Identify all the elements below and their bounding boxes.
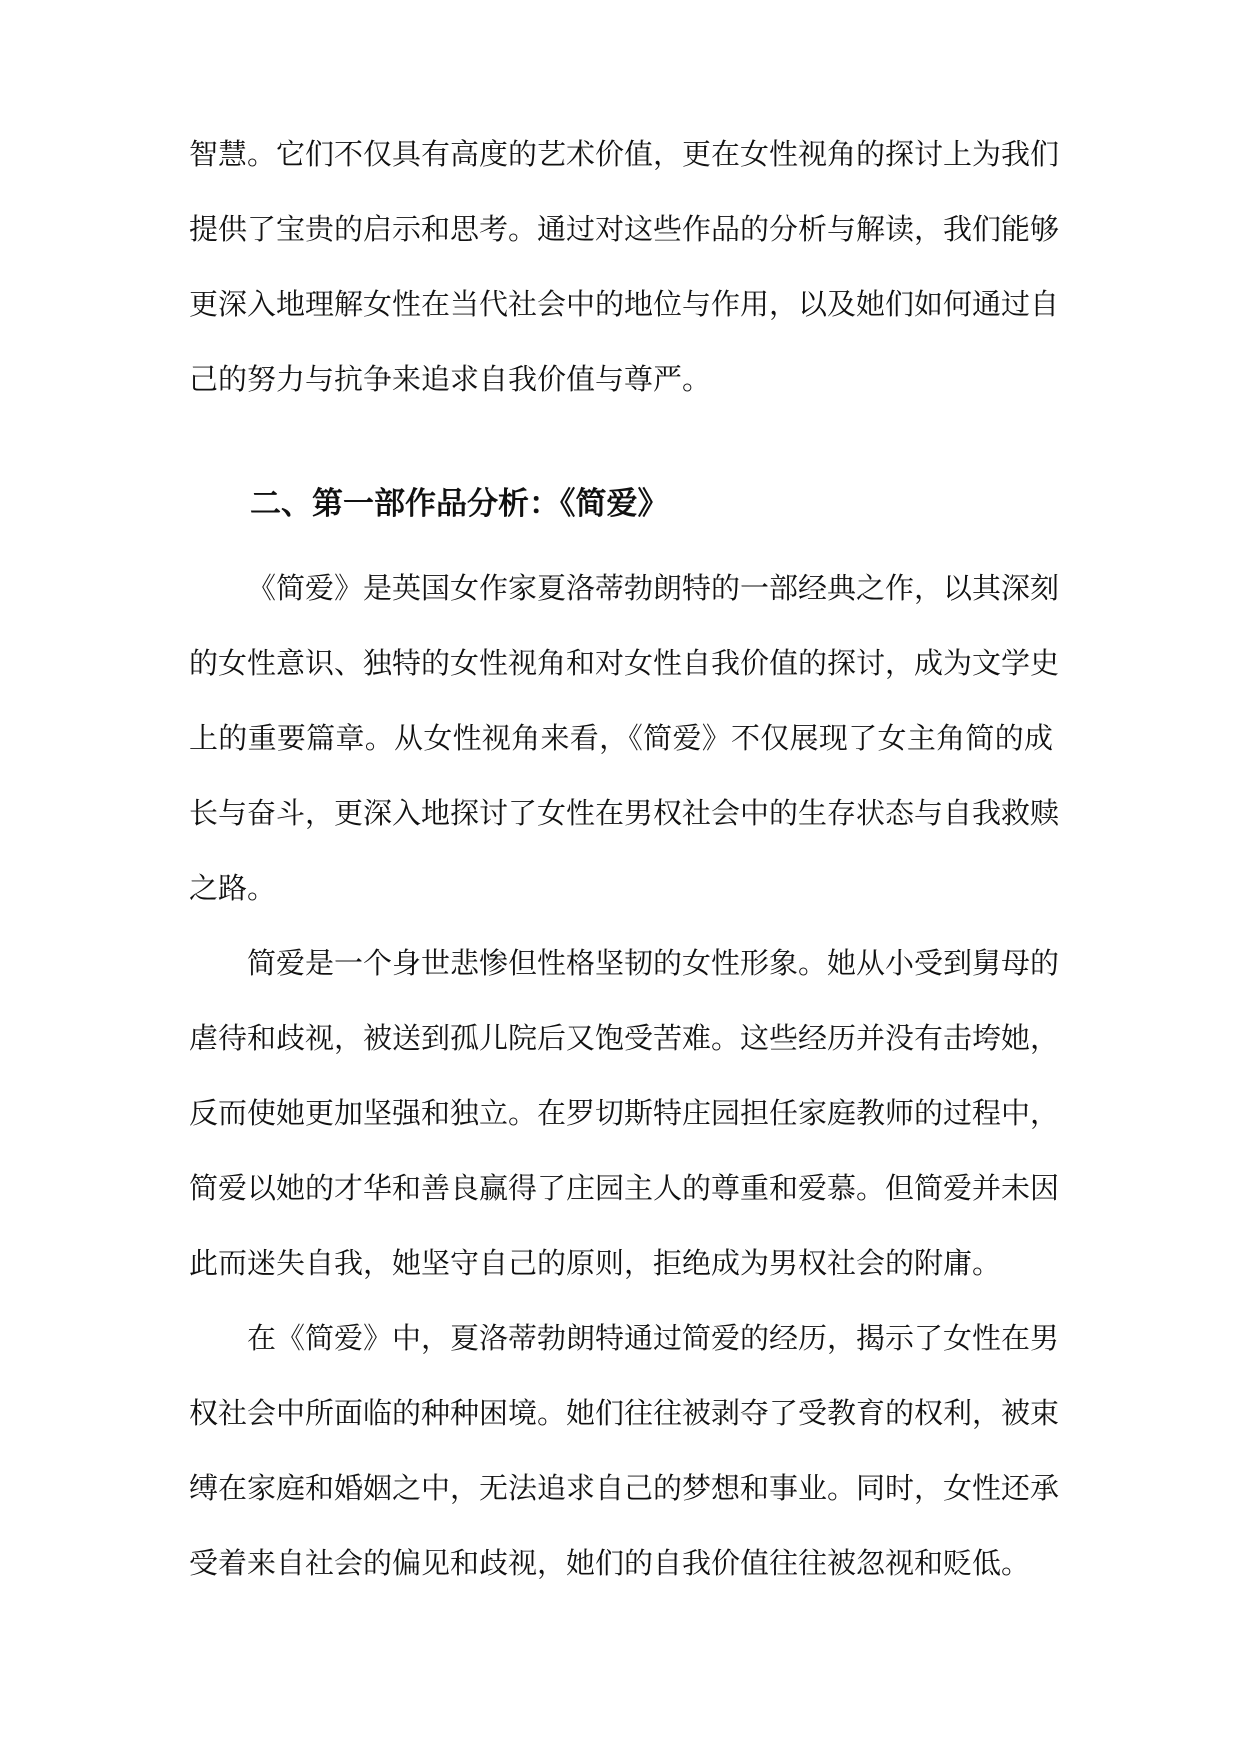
para1-line-1: 《简爱》是英国女作家夏洛蒂勃朗特的一部经典之作，以其深刻: [247, 571, 1060, 605]
intro-line-4: 己的努力与抗争来追求自我价值与尊严。: [189, 362, 712, 396]
para3-line-2: 权社会中所面临的种种困境。她们往往被剥夺了受教育的权利，被束: [189, 1396, 1060, 1430]
para2-line-3: 反而使她更加坚强和独立。在罗切斯特庄园担任家庭教师的过程中，: [189, 1096, 1060, 1130]
para2-line-1: 简爱是一个身世悲惨但性格坚韧的女性形象。她从小受到舅母的: [247, 946, 1060, 980]
para2-line-5: 此而迷失自我，她坚守自己的原则，拒绝成为男权社会的附庸。: [189, 1246, 1002, 1280]
para3-line-4: 受着来自社会的偏见和歧视，她们的自我价值往往被忽视和贬低。: [189, 1546, 1031, 1580]
para3-line-1: 在《简爱》中，夏洛蒂勃朗特通过简爱的经历，揭示了女性在男: [247, 1321, 1060, 1355]
para2-line-4: 简爱以她的才华和善良赢得了庄园主人的尊重和爱慕。但简爱并未因: [189, 1171, 1060, 1205]
para1-line-4: 长与奋斗，更深入地探讨了女性在男权社会中的生存状态与自我救赎: [189, 796, 1060, 830]
para3-line-3: 缚在家庭和婚姻之中，无法追求自己的梦想和事业。同时，女性还承: [189, 1471, 1060, 1505]
intro-line-1: 智慧。它们不仅具有高度的艺术价值，更在女性视角的探讨上为我们: [189, 137, 1060, 171]
section-heading: 二、第一部作品分析：《简爱》: [250, 486, 669, 522]
intro-line-2: 提供了宝贵的启示和思考。通过对这些作品的分析与解读，我们能够: [189, 212, 1060, 246]
para1-line-3: 上的重要篇章。从女性视角来看，《简爱》不仅展现了女主角简的成: [189, 721, 1053, 755]
para1-line-5: 之路。: [189, 871, 277, 905]
para1-line-2: 的女性意识、独特的女性视角和对女性自我价值的探讨，成为文学史: [189, 646, 1060, 680]
para2-line-2: 虐待和歧视，被送到孤儿院后又饱受苦难。这些经历并没有击垮她，: [189, 1021, 1060, 1055]
intro-line-3: 更深入地理解女性在当代社会中的地位与作用，以及她们如何通过自: [189, 287, 1060, 321]
